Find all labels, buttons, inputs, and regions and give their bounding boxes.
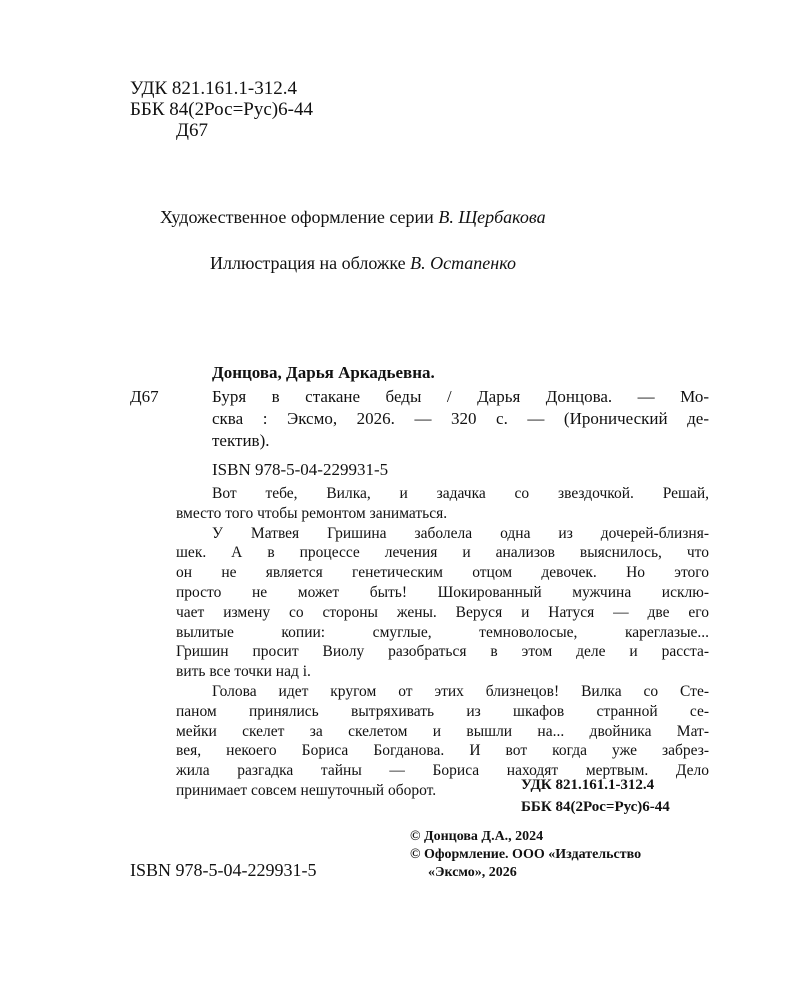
annotation-line: шек. А в процессе лечения и анализов выяснилось, что <box>176 544 709 562</box>
cover-illustration-credit <box>210 252 516 274</box>
annotation-line: чает измену со стороны жены. Веруся и Натуся — две его <box>176 603 709 621</box>
bibliographic-description <box>212 386 709 452</box>
annotation-line: Вот тебе, Вилка, и задачка со звездочкой. Решай, <box>212 485 709 502</box>
annotation-line: паном принялись вытряхивать из шкафов странной се- <box>176 702 709 720</box>
bibliographic-line: Буря в стакане беды / Дарья Донцова. — Мо- <box>212 387 709 406</box>
footer-bbk-code: ББК 84(2Рос=Рус)6-44 <box>521 799 670 815</box>
isbn-record: ISBN 978-5-04-229931-5 <box>212 460 389 479</box>
isbn-bottom: ISBN 978-5-04-229931-5 <box>130 860 317 880</box>
classification-codes <box>130 78 313 141</box>
cover-illustration-label: Иллюстрация на обложке <box>210 253 406 273</box>
annotation-line: Гришин просит Виолу разобраться в этом деле и расста- <box>176 643 709 661</box>
cover-illustration-name: В. Остапенко <box>410 253 516 273</box>
copyright-notice <box>410 828 641 882</box>
bbk-code: ББК 84(2Рос=Рус)6-44 <box>130 99 313 120</box>
annotation-line: У Матвея Гришина заболела одна из дочерей-близня- <box>212 524 709 542</box>
udk-code: УДК 821.161.1-312.4 <box>130 78 297 99</box>
copyright-author: © Донцова Д.А., 2024 <box>410 829 544 844</box>
annotation-line: просто не может быть! Шокированный мужчина исклю- <box>176 583 709 601</box>
copyright-publisher: «Эксмо», 2026 <box>428 865 517 880</box>
annotation <box>176 484 709 801</box>
series-design-name: В. Щербакова <box>438 207 546 227</box>
annotation-line: вить все точки над i. <box>176 663 311 681</box>
annotation-line: жила разгадка тайны — Бориса находят мертвым. Дело <box>176 762 709 780</box>
annotation-line: принимает совсем нешуточный оборот. <box>176 781 437 799</box>
series-design-label: Художественное оформление серии <box>160 207 434 227</box>
bibliographic-line: тектив). <box>212 431 270 450</box>
series-design-credit <box>160 206 546 228</box>
annotation-line: мейки скелет за скелетом и вышли на... двойника Мат- <box>176 722 709 740</box>
footer-classification-codes <box>521 774 670 818</box>
copyright-design: © Оформление. ООО «Издательство <box>410 847 642 862</box>
bibliographic-code: Д67 <box>130 387 159 406</box>
annotation-line: он не является генетическим отцом девочек. Но этого <box>176 564 709 582</box>
bibliographic-line: сква : Эксмо, 2026. — 320 с. — (Иронический де- <box>212 409 709 428</box>
annotation-line: вылитые копии: смуглые, темноволосые, кареглазые... <box>176 623 709 641</box>
annotation-line: Голова идет кругом от этих близнецов! Вилка со Сте- <box>212 682 709 700</box>
author-mark: Д67 <box>176 120 208 141</box>
annotation-line: вея, некоего Бориса Богданова. И вот когда уже забрез- <box>176 742 709 760</box>
footer-udk-code: УДК 821.161.1-312.4 <box>521 777 655 793</box>
annotation-line: вместо того чтобы ремонтом заниматься. <box>176 504 448 522</box>
author-heading: Донцова, Дарья Аркадьевна. <box>212 363 435 382</box>
